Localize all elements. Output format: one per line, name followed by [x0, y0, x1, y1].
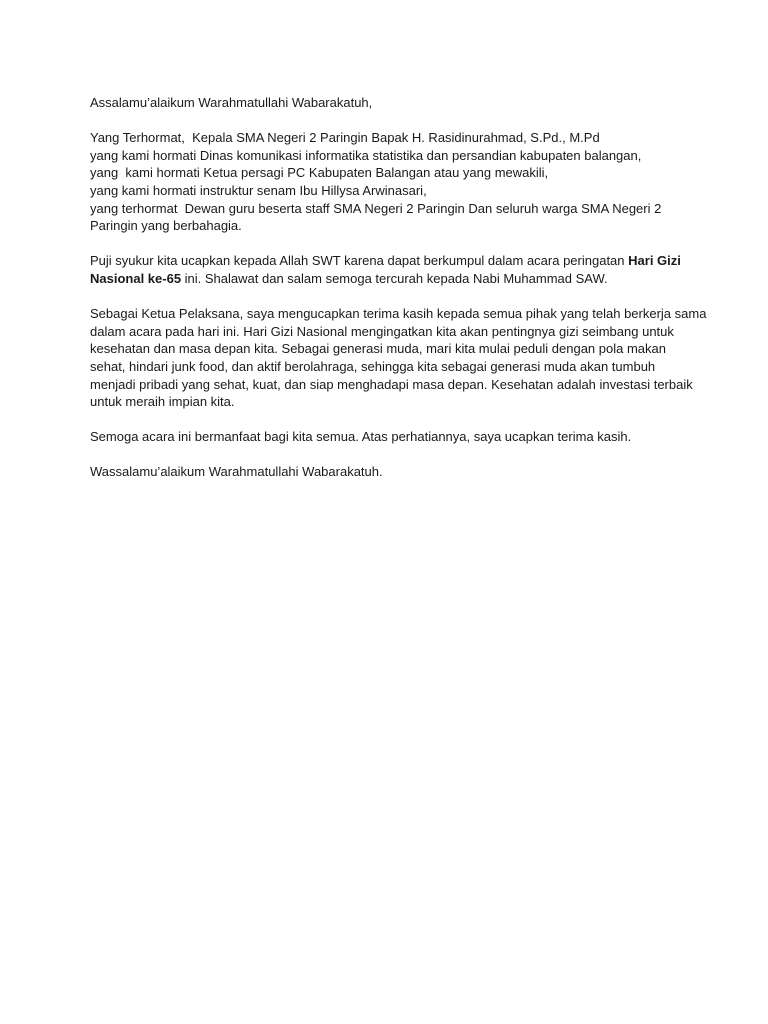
farewell-paragraph	[90, 463, 678, 481]
event-name-bold: Hari Gizi	[628, 253, 681, 269]
salutation-line: Yang Terhormat, Kepala SMA Negeri 2 Paringin Bapak H. Rasidinurahmad, S.Pd., M.Pd	[90, 130, 600, 146]
opening-text: ini. Shalawat dan salam semoga tercurah kepada Nabi Muhammad SAW.	[181, 270, 608, 286]
body-line: dalam acara pada hari ini. Hari Gizi Nasional mengingatkan kita akan pentingnya gizi seimbang untuk	[90, 323, 674, 339]
opening-line-2	[90, 270, 678, 288]
farewell-line: Wassalamu’alaikum Warahmatullahi Wabarakatuh.	[90, 464, 383, 480]
greeting-paragraph	[90, 94, 678, 112]
opening-line-1	[90, 252, 681, 270]
event-name-bold: Nasional ke-65	[90, 270, 182, 286]
body-line: sehat, hindari junk food, dan aktif berolahraga, sehingga kita sebagai generasi muda akan tumbuh	[90, 358, 656, 374]
salutation-line: yang terhormat Dewan guru beserta staff SMA Negeri 2 Paringin Dan seluruh warga SMA Negeri 2	[90, 200, 662, 216]
opening-text: Puji syukur kita ucapkan kepada Allah SWT karena dapat berkumpul dalam acara peringatan	[90, 253, 629, 269]
salutation-line: Paringin yang berbahagia.	[90, 218, 242, 234]
body-line: menjadi pribadi yang sehat, kuat, dan siap menghadapi masa depan. Kesehatan adalah investasi terbaik	[90, 376, 693, 392]
salutation-line: yang kami hormati Ketua persagi PC Kabupaten Balangan atau yang mewakili,	[90, 165, 549, 181]
body-paragraph	[90, 305, 707, 411]
salutation-line: yang kami hormati instruktur senam Ibu Hillysa Arwinasari,	[90, 182, 427, 198]
closing-paragraph	[90, 428, 678, 446]
body-line: untuk meraih impian kita.	[90, 394, 235, 410]
body-line: Sebagai Ketua Pelaksana, saya mengucapkan terima kasih kepada semua pihak yang telah berkerja sama	[90, 306, 707, 322]
salutation-line: yang kami hormati Dinas komunikasi informatika statistika dan persandian kabupaten balangan,	[90, 147, 642, 163]
greeting-line: Assalamu’alaikum Warahmatullahi Wabarakatuh,	[90, 95, 373, 110]
salutations-paragraph	[90, 129, 678, 235]
opening-paragraph	[90, 252, 681, 287]
closing-line: Semoga acara ini bermanfaat bagi kita semua. Atas perhatiannya, saya ucapkan terima kasih.	[90, 429, 632, 445]
body-line: kesehatan dan masa depan kita. Sebagai generasi muda, mari kita mulai peduli dengan pola makan	[90, 341, 666, 357]
